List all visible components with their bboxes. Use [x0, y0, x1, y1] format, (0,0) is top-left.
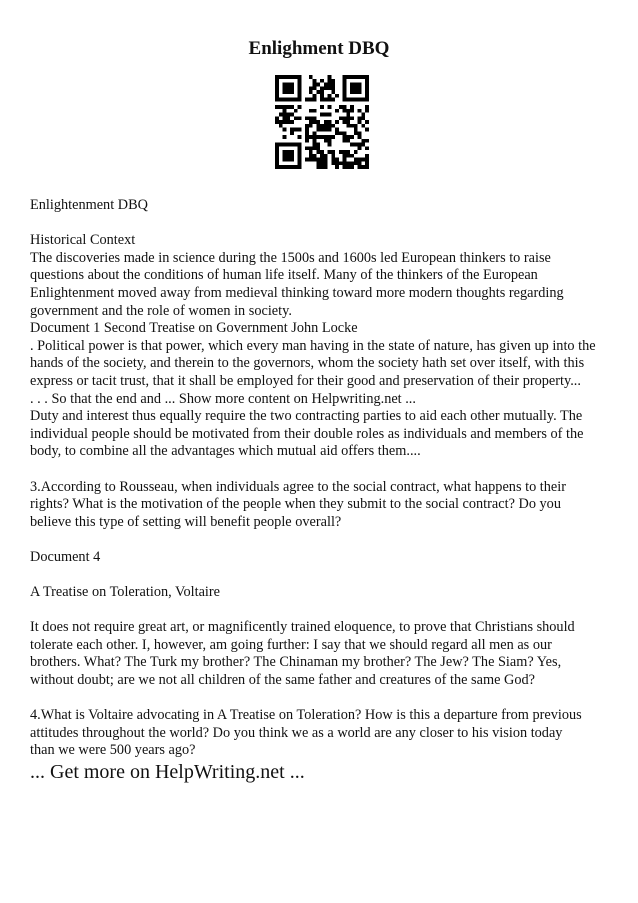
- section-heading: Enlightenment DBQ: [30, 197, 148, 213]
- question-3-line: believe this type of setting will benefit people overall?: [30, 513, 342, 530]
- voltaire-quote-line: without doubt; are we not all children of the same father and creatures of the same God?: [30, 672, 535, 689]
- voltaire-quote-line: It does not require great art, or magnificently trained eloquence, to prove that Christians should: [30, 619, 575, 636]
- duty-line: individual people should be motivated from their double roles as individuals and members of the: [30, 425, 584, 442]
- historical-context-line: The discoveries made in science during the 1500s and 1600s led European thinkers to raise: [30, 249, 551, 266]
- duty-line: Duty and interest thus equally require the two contracting parties to aid each other mutually. The: [30, 408, 583, 425]
- question-3-line: 3.According to Rousseau, when individuals agree to the social contract, what happens to their: [30, 478, 566, 495]
- document-title: Enlighment DBQ: [248, 38, 390, 59]
- document-4-label: Document 4: [30, 548, 101, 565]
- historical-context-line: questions about the conditions of human life itself. Many of the thinkers of the European: [30, 267, 538, 284]
- document-1-line: . Political power is that power, which every man having in the state of nature, has given up into the: [30, 337, 596, 354]
- voltaire-quote-line: tolerate each other. I, however, am going further: I say that we should regard all men as our: [30, 636, 552, 653]
- historical-context-line: Enlightenment moved away from medieval thinking toward more modern thoughts regarding: [30, 284, 564, 301]
- duty-line: body, to combine all the advantages which mutual aid offers them....: [30, 443, 421, 460]
- document-1-label: Document 1 Second Treatise on Government John Locke: [30, 320, 358, 337]
- question-3-line: rights? What is the motivation of the people when they submit to the social contract? Do you: [30, 496, 561, 513]
- document-1-line: express or tacit trust, that it shall be employed for their good and preservation of their property...: [30, 372, 581, 389]
- document-body: [30, 197, 620, 784]
- historical-context-label: Historical Context: [30, 232, 136, 249]
- question-4-line: attitudes throughout the world? Do you think we as a world are any closer to his vision today: [30, 724, 563, 741]
- document-1-line: hands of the society, and therein to the governors, whom the society hath set over itself, with this: [30, 355, 585, 372]
- voltaire-quote-line: brothers. What? The Turk my brother? The Chinaman my brother? The Jew? The Siam? Yes,: [30, 654, 562, 671]
- get-more-link[interactable]: ... Get more on HelpWriting.net ...: [30, 761, 305, 783]
- qr-code-icon: [275, 75, 369, 169]
- question-4-line: 4.What is Voltaire advocating in A Treatise on Toleration? How is this a departure from previous: [30, 707, 582, 724]
- historical-context-line: government and the role of women in society.: [30, 302, 292, 319]
- document-4-source: A Treatise on Toleration, Voltaire: [30, 584, 221, 601]
- question-4-line: than we were 500 years ago?: [30, 742, 196, 759]
- document-1-line: . . . So that the end and ... Show more content on Helpwriting.net ...: [30, 390, 416, 407]
